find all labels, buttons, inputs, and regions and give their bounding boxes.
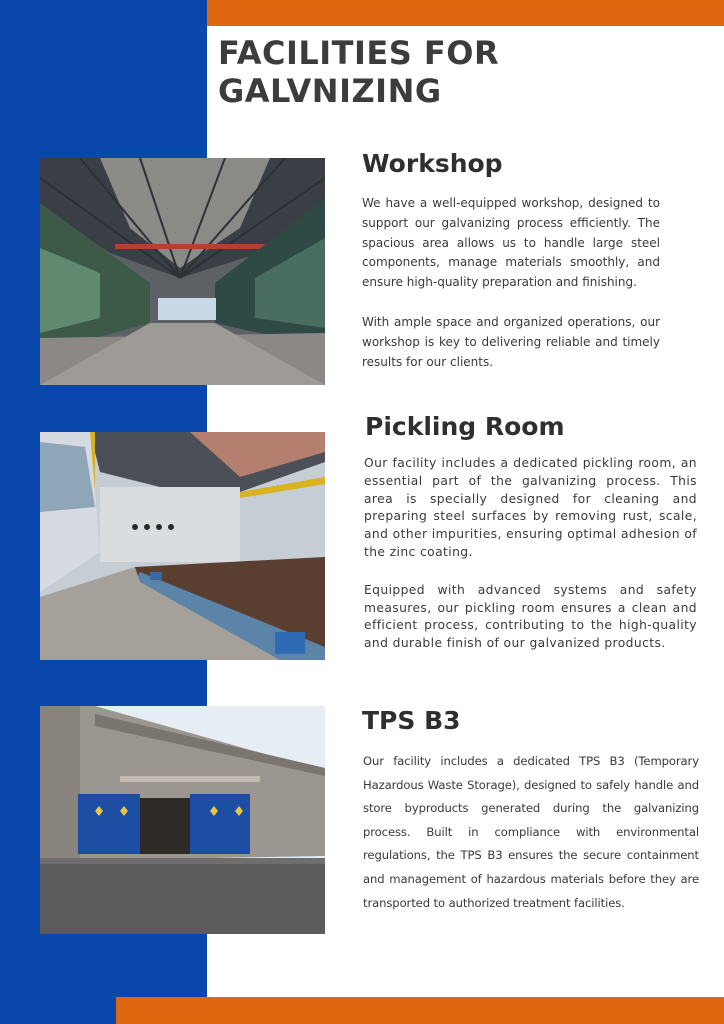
pickling-room-paragraph-1: Our facility includes a dedicated pickling room, an essential part of the galvanizing process. This area is specially designed for cleaning and preparing steel surfaces by removing rust, scale, and other impurities, ensuring optimal adhesion of the zinc coating.	[364, 456, 697, 559]
tps-b3-description	[363, 750, 699, 915]
workshop-title: Workshop	[362, 149, 503, 178]
tps-b3-paragraph-1: Our facility includes a dedicated TPS B3 (Temporary Hazardous Waste Storage), designed to safely handle and store byproducts generated during the galvanizing process. Built in compliance with environmental regulations, the TPS B3 ensures the secure containment and management of hazardous materials before they are transported to authorized treatment facilities.	[363, 754, 699, 910]
pickling-room-paragraph-2: Equipped with advanced systems and safety measures, our pickling room ensures a clean and efficient process, contributing to the high-quality and durable finish of our galvanized products.	[364, 582, 697, 651]
pickling-room-description	[364, 455, 697, 653]
workshop-paragraph-1: We have a well-equipped workshop, designed to support our galvanizing process efficiently. The spacious area allows us to handle large steel components, manage materials smoothly, and ensure high-quality preparation and finishing.	[362, 196, 660, 290]
pickling-room-title: Pickling Room	[365, 412, 565, 441]
page-title	[218, 34, 638, 110]
workshop-photo	[40, 158, 325, 385]
page-title-line2: GALVNIZING	[218, 72, 442, 110]
top-accent-bar	[116, 0, 724, 26]
workshop-paragraph-2: With ample space and organized operations, our workshop is key to delivering reliable and timely results for our clients.	[362, 314, 660, 369]
tps-b3-title: TPS B3	[362, 706, 461, 735]
tps-b3-photo	[40, 706, 325, 934]
pickling-room-photo	[40, 432, 325, 660]
bottom-accent-bar	[116, 997, 724, 1024]
page-title-line1: FACILITIES FOR	[218, 34, 500, 72]
workshop-description	[362, 194, 660, 372]
